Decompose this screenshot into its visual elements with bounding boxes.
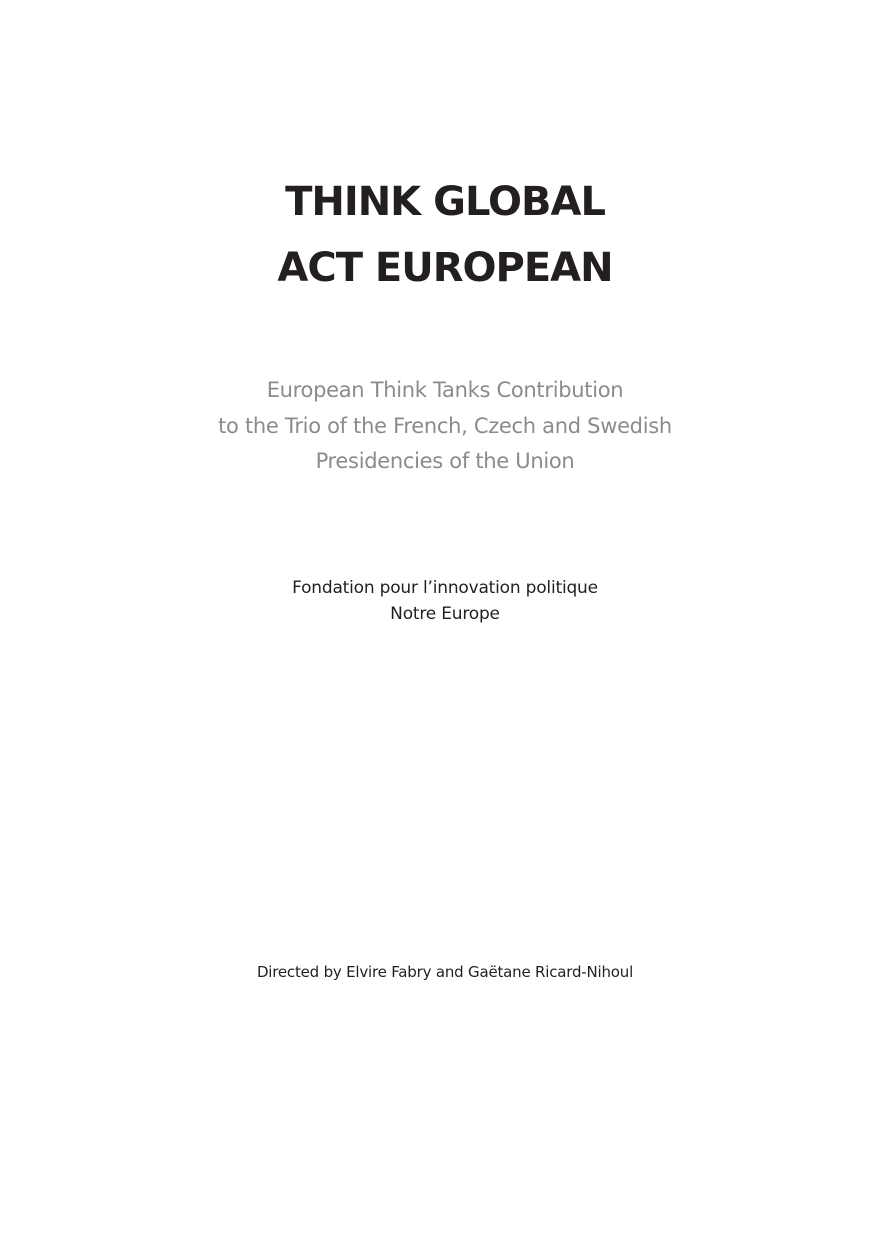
editor-credit: Directed by Elvire Fabry and Gaëtane Ricard-Nihoul bbox=[256, 963, 634, 981]
title-line-1: THINK GLOBAL bbox=[285, 179, 605, 225]
organization-2: Notre Europe bbox=[390, 604, 500, 624]
subtitle-line-3: Presidencies of the Union bbox=[315, 449, 575, 473]
title-line-2: ACT EUROPEAN bbox=[277, 245, 613, 291]
subtitle-line-2: to the Trio of the French, Czech and Swedish bbox=[218, 414, 672, 438]
subtitle-line-1: European Think Tanks Contribution bbox=[266, 378, 624, 402]
organization-1: Fondation pour l’innovation politique bbox=[292, 578, 598, 598]
